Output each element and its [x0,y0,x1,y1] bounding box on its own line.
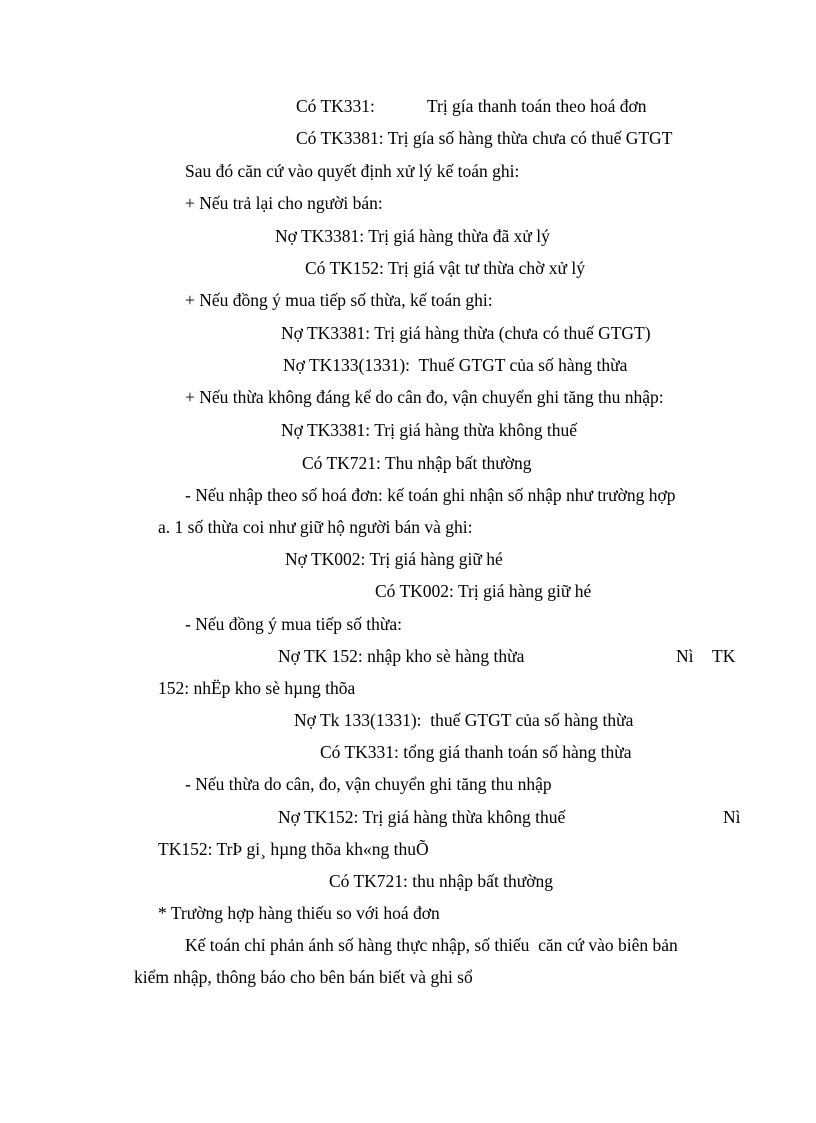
line-9: Nợ TK133(1331): Thuế GTGT của số hàng thừa [283,355,628,375]
line-4: + Nếu trả lại cho người bán: [185,193,383,213]
line-6: Có TK152: Trị giá vật tư thừa chờ xử lý [305,258,585,278]
line-14: a. 1 số thừa coi như giữ hộ người bán và ghi: [158,517,473,537]
line-12: Có TK721: Thu nhập bất thường [302,453,532,473]
line-21: Có TK331: tổng giá thanh toán số hàng thừa [320,742,632,762]
line-25: Có TK721: thu nhập bất thường [329,871,554,891]
line-7: + Nếu đồng ý mua tiếp số thừa, kế toán ghi: [185,290,493,310]
line-22: - Nếu thừa do cân, đo, vận chuyển ghi tăng thu nhập [185,774,552,794]
line-20: Nợ Tk 133(1331): thuế GTGT của số hàng thừa [294,710,634,730]
line-18: Nợ TK 152: nhập kho sè hàng thừa [278,646,525,666]
line-8: Nợ TK3381: Trị giá hàng thừa (chưa có thuế GTGT) [281,323,651,343]
line-10: + Nếu thừa không đáng kể do cân đo, vận chuyển ghi tăng thu nhập: [185,387,664,407]
line-1: Có TK331: Trị gía thanh toán theo hoá đơn [296,96,647,116]
line-11: Nợ TK3381: Trị giá hàng thừa không thuế [281,420,577,440]
line-18-fragment-1: Nì [676,646,694,666]
line-18-fragment-2: TK [712,646,736,666]
line-5: Nợ TK3381: Trị giá hàng thừa đã xử lý [275,226,550,246]
line-23: Nợ TK152: Trị giá hàng thừa không thuế [278,807,566,827]
line-16: Có TK002: Trị giá hàng giữ hé [375,581,592,601]
line-28: kiểm nhập, thông báo cho bên bán biết và ghi sổ [134,967,473,987]
line-15: Nợ TK002: Trị giá hàng giữ hé [285,549,503,569]
line-2: Có TK3381: Trị gía số hàng thừa chưa có thuế GTGT [296,128,673,148]
line-26: * Trường hợp hàng thiếu so với hoá đơn [158,903,440,923]
line-13: - Nếu nhập theo số hoá đơn: kế toán ghi nhận số nhập như trường hợp [185,485,676,505]
line-23-fragment: Nì [723,807,741,827]
line-3: Sau đó căn cứ vào quyết định xử lý kế toán ghi: [185,161,520,181]
line-27: Kế toán chỉ phản ánh số hàng thực nhập, số thiếu căn cứ vào biên bản [185,935,678,955]
line-19: 152: nhËp kho sè hµng thõa [158,678,356,698]
line-17: - Nếu đồng ý mua tiếp số thừa: [185,614,403,634]
line-24: TK152: TrÞ gi¸ hµng thõa kh«ng thuÕ [158,839,429,859]
